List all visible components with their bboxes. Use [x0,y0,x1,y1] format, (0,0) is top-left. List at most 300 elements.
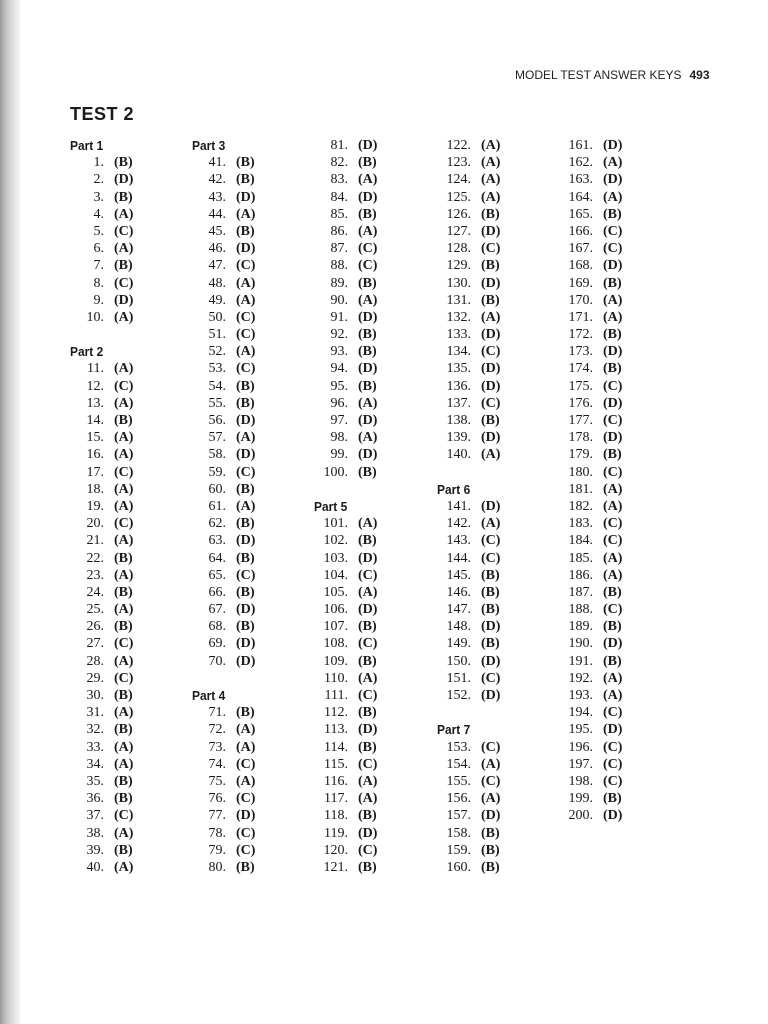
answer-row [70,532,133,549]
answer-column-1 [70,137,133,876]
answer-row [559,275,622,292]
answer-choice: (A) [236,344,256,360]
answer-row [559,687,622,704]
answer-choice: (C) [236,361,256,377]
answer-row [559,154,622,171]
answer-choice: (C) [358,258,378,274]
answer-choice: (D) [603,258,623,274]
question-number: 110. [324,670,348,686]
question-number: 176. [568,395,593,411]
question-number: 77. [208,808,226,824]
answer-choice: (B) [114,155,133,171]
answer-row [437,825,500,842]
question-number: 126. [446,206,471,222]
answer-choice: (A) [603,292,623,308]
question-number: 41. [208,155,226,171]
answer-row [192,395,255,412]
question-number: 51. [208,327,226,343]
question-number: 134. [446,344,471,360]
answer-choice: (A) [603,688,623,703]
question-number: 160. [446,859,471,875]
answer-row [559,498,622,515]
question-number: 115. [324,756,348,772]
answer-row [70,446,133,463]
answer-choice: (C) [481,670,501,686]
answer-choice: (C) [603,223,623,239]
question-number: 172. [568,327,593,343]
question-number: 161. [568,138,593,153]
answer-choice: (A) [603,189,623,205]
answer-row [314,670,377,687]
answer-choice: (B) [114,189,133,205]
answer-row [192,635,255,652]
question-number: 168. [568,258,593,274]
question-number: 142. [446,516,471,532]
question-number: 180. [568,464,593,480]
question-number: 74. [208,756,226,772]
answer-row [70,257,133,274]
answer-choice: (D) [358,309,378,325]
question-number: 187. [568,584,593,600]
answer-choice: (A) [236,275,256,291]
answer-choice: (B) [358,859,377,875]
answer-choice: (C) [236,464,256,480]
answer-choice: (B) [114,258,133,274]
question-number: 117. [324,791,348,807]
answer-choice: (A) [114,653,134,669]
answer-row [314,223,377,240]
answer-choice: (B) [114,842,133,858]
answer-choice: (C) [603,705,623,721]
answer-choice: (B) [236,859,255,875]
answer-row [192,807,255,824]
answer-row [192,859,255,876]
answer-choice: (B) [603,584,622,600]
question-number: 75. [208,773,226,789]
answer-row [70,429,133,446]
answer-choice: (D) [236,808,256,824]
answer-row [192,154,255,171]
answer-row [314,378,377,395]
question-number: 61. [208,498,226,514]
answer-row [314,635,377,652]
answer-row [437,446,500,463]
answer-choice: (B) [603,447,622,463]
answer-row [70,567,133,584]
answer-row [70,464,133,481]
answer-choice: (B) [358,808,377,824]
answer-row [559,481,622,498]
answer-row [192,773,255,790]
question-number: 135. [446,361,471,377]
question-number: 146. [446,584,471,600]
answer-choice: (C) [114,636,134,652]
question-number: 101. [323,516,348,532]
question-number: 183. [568,516,593,532]
answer-choice: (B) [358,533,377,549]
question-number: 153. [446,739,471,755]
section-gap [192,670,255,687]
answer-choice: (B) [236,481,255,497]
answer-choice: (A) [114,756,134,772]
answer-row [192,240,255,257]
answer-column-4 [437,137,500,876]
question-number: 87. [330,241,348,257]
answer-choice: (A) [358,670,378,686]
answer-choice: (A) [114,825,134,841]
answer-choice: (D) [603,395,623,411]
question-number: 132. [446,309,471,325]
question-number: 141. [446,498,471,514]
question-number: 34. [86,756,104,772]
answer-row [559,601,622,618]
answer-choice: (C) [358,756,378,772]
answer-row [437,550,500,567]
question-number: 3. [93,189,104,205]
answer-row [70,859,133,876]
question-number: 1. [93,155,104,171]
answer-choice: (B) [603,275,622,291]
answer-choice: (B) [481,842,500,858]
answer-row [70,171,133,188]
answer-column-5 [559,137,622,825]
question-number: 54. [208,378,226,394]
answer-choice: (A) [114,430,134,446]
answer-row [559,206,622,223]
answer-row [559,567,622,584]
answer-row [437,601,500,618]
question-number: 150. [446,653,471,669]
question-number: 48. [208,275,226,291]
answer-choice: (D) [358,413,378,428]
answer-row [314,429,377,446]
question-number: 151. [446,670,471,686]
answer-choice: (A) [236,498,256,514]
question-number: 190. [568,636,593,652]
answer-row [192,189,255,206]
answer-row [437,154,500,171]
answer-choice: (B) [603,619,622,635]
question-number: 73. [208,739,226,755]
answer-row [314,825,377,842]
answer-row [437,790,500,807]
answer-choice: (D) [603,430,623,446]
answer-choice: (C) [236,327,256,343]
answer-row [192,412,255,429]
question-number: 82. [330,155,348,171]
answer-choice: (A) [481,756,501,772]
answer-choice: (B) [236,223,255,239]
answer-choice: (B) [114,619,133,635]
answer-choice: (C) [481,344,501,360]
answer-choice: (A) [114,498,134,514]
answer-choice: (B) [603,327,622,343]
question-number: 14. [86,413,104,428]
question-number: 197. [568,756,593,772]
question-number: 76. [208,791,226,807]
question-number: 64. [208,550,226,566]
answer-row [314,464,377,481]
question-number: 53. [208,361,226,377]
answer-row [559,223,622,240]
answer-row [192,721,255,738]
answer-row [559,807,622,824]
answer-choice: (B) [236,172,255,188]
question-number: 159. [446,842,471,858]
question-number: 139. [446,430,471,446]
answer-choice: (D) [358,138,378,153]
answer-choice: (A) [236,739,256,755]
answer-row [314,601,377,618]
answer-row [437,360,500,377]
answer-choice: (B) [481,292,500,308]
question-number: 24. [86,584,104,600]
answer-row [559,653,622,670]
question-number: 105. [323,584,348,600]
question-number: 2. [93,172,104,188]
answer-row [559,171,622,188]
answer-row [559,309,622,326]
test-title: TEST 2 [70,104,135,124]
answer-row [314,704,377,721]
answer-row [437,653,500,670]
answer-row [314,653,377,670]
question-number: 42. [208,172,226,188]
answer-choice: (D) [481,275,501,291]
answer-choice: (A) [481,516,501,532]
answer-row [192,653,255,670]
question-number: 7. [93,258,104,274]
question-number: 37. [86,808,104,824]
question-number: 171. [568,309,593,325]
question-number: 120. [323,842,348,858]
answer-choice: (D) [114,292,134,308]
answer-choice: (D) [481,688,501,703]
answer-choice: (D) [236,653,256,669]
answer-row [192,532,255,549]
answer-choice: (D) [481,653,501,669]
answer-row [70,189,133,206]
part-heading: Part 1 [70,138,104,153]
answer-choice: (A) [358,395,378,411]
question-number: 45. [208,223,226,239]
answer-choice: (D) [481,619,501,635]
question-number: 148. [446,619,471,635]
question-number: 33. [86,739,104,755]
question-number: 165. [568,206,593,222]
question-number: 10. [86,309,104,325]
running-head-text: MODEL TEST ANSWER KEYS [515,68,682,82]
answer-choice: (D) [481,361,501,377]
answer-row [70,635,133,652]
section-gap [437,464,500,481]
answer-row [437,567,500,584]
answer-row [437,515,500,532]
answer-row [314,171,377,188]
answer-choice: (B) [358,206,377,222]
question-number: 68. [208,619,226,635]
answer-choice: (D) [236,602,256,618]
answer-choice: (A) [114,206,134,222]
question-number: 44. [208,206,226,222]
answer-row [559,532,622,549]
answer-row [314,807,377,824]
answer-row [559,326,622,343]
answer-choice: (A) [236,722,256,738]
answer-choice: (B) [358,327,377,343]
question-number: 6. [93,241,104,257]
answer-column-3 [314,137,377,876]
answer-row [70,275,133,292]
answer-choice: (B) [358,155,377,171]
answer-row [559,189,622,206]
question-number: 93. [330,344,348,360]
answer-row [314,412,377,429]
question-number: 143. [446,533,471,549]
answer-choice: (C) [481,395,501,411]
answer-row [70,790,133,807]
answer-choice: (A) [114,309,134,325]
answer-row [192,601,255,618]
question-number: 186. [568,567,593,583]
answer-choice: (D) [603,722,623,738]
answer-row [559,429,622,446]
answer-row [70,807,133,824]
answer-choice: (D) [236,447,256,463]
question-number: 196. [568,739,593,755]
answer-choice: (C) [236,258,256,274]
answer-choice: (D) [358,361,378,377]
answer-row [70,240,133,257]
question-number: 85. [330,206,348,222]
part-heading: Part 4 [192,688,226,703]
question-number: 18. [86,481,104,497]
question-number: 145. [446,567,471,583]
answer-row [192,481,255,498]
answer-row [437,206,500,223]
question-number: 138. [446,413,471,428]
answer-row [559,395,622,412]
answer-row [559,790,622,807]
question-number: 46. [208,241,226,257]
answer-row [192,171,255,188]
question-number: 177. [568,413,593,428]
question-number: 36. [86,791,104,807]
question-number: 78. [208,825,226,841]
answer-row [192,756,255,773]
answer-row [437,635,500,652]
question-number: 128. [446,241,471,257]
answer-row [70,721,133,738]
question-number: 17. [86,464,104,480]
answer-row [192,550,255,567]
answer-row [192,842,255,859]
answer-row [437,309,500,326]
answer-choice: (B) [481,567,500,583]
answer-choice: (B) [236,550,255,566]
question-number: 66. [208,584,226,600]
answer-choice: (A) [114,859,134,875]
answer-row [559,446,622,463]
answer-row [314,446,377,463]
answer-row [559,584,622,601]
question-number: 112. [324,705,348,721]
answer-row [70,704,133,721]
answer-row [437,498,500,515]
question-number: 81. [330,138,348,153]
question-number: 25. [86,602,104,618]
answer-row [559,635,622,652]
answer-row [70,670,133,687]
answer-choice: (A) [114,395,134,411]
question-number: 181. [568,481,593,497]
answer-row [314,532,377,549]
answer-row [314,343,377,360]
answer-row [437,773,500,790]
question-number: 192. [568,670,593,686]
question-number: 130. [446,275,471,291]
answer-row [70,481,133,498]
question-number: 30. [86,688,104,703]
answer-row [559,739,622,756]
question-number: 113. [324,722,348,738]
question-number: 170. [568,292,593,308]
question-number: 11. [87,361,104,377]
question-number: 154. [446,756,471,772]
answer-choice: (A) [358,584,378,600]
answer-choice: (A) [236,773,256,789]
answer-choice: (B) [358,619,377,635]
answer-choice: (A) [114,533,134,549]
answer-choice: (A) [481,189,501,205]
question-number: 38. [86,825,104,841]
answer-choice: (D) [481,808,501,824]
answer-choice: (D) [603,344,623,360]
question-number: 167. [568,241,593,257]
question-number: 164. [568,189,593,205]
answer-choice: (A) [236,292,256,308]
answer-choice: (A) [603,567,623,583]
answer-row [559,721,622,738]
question-number: 60. [208,481,226,497]
answer-choice: (D) [236,413,256,428]
answer-row [192,429,255,446]
answer-row [70,739,133,756]
answer-row [559,137,622,154]
section-gap [314,481,377,498]
question-number: 136. [446,378,471,394]
running-head [515,68,710,82]
answer-row [559,773,622,790]
answer-choice: (A) [481,791,501,807]
question-number: 28. [86,653,104,669]
answer-choice: (A) [358,791,378,807]
answer-choice: (A) [603,550,623,566]
question-number: 29. [86,670,104,686]
answer-choice: (C) [603,602,623,618]
page-spine-shadow [0,0,22,1024]
answer-row [192,326,255,343]
answer-choice: (D) [358,550,378,566]
question-number: 157. [446,808,471,824]
answer-row [559,618,622,635]
question-number: 16. [86,447,104,463]
answer-row [192,446,255,463]
part-heading: Part 3 [192,138,226,153]
page-number: 493 [689,68,710,82]
question-number: 188. [568,602,593,618]
part-heading: Part 5 [314,498,348,514]
